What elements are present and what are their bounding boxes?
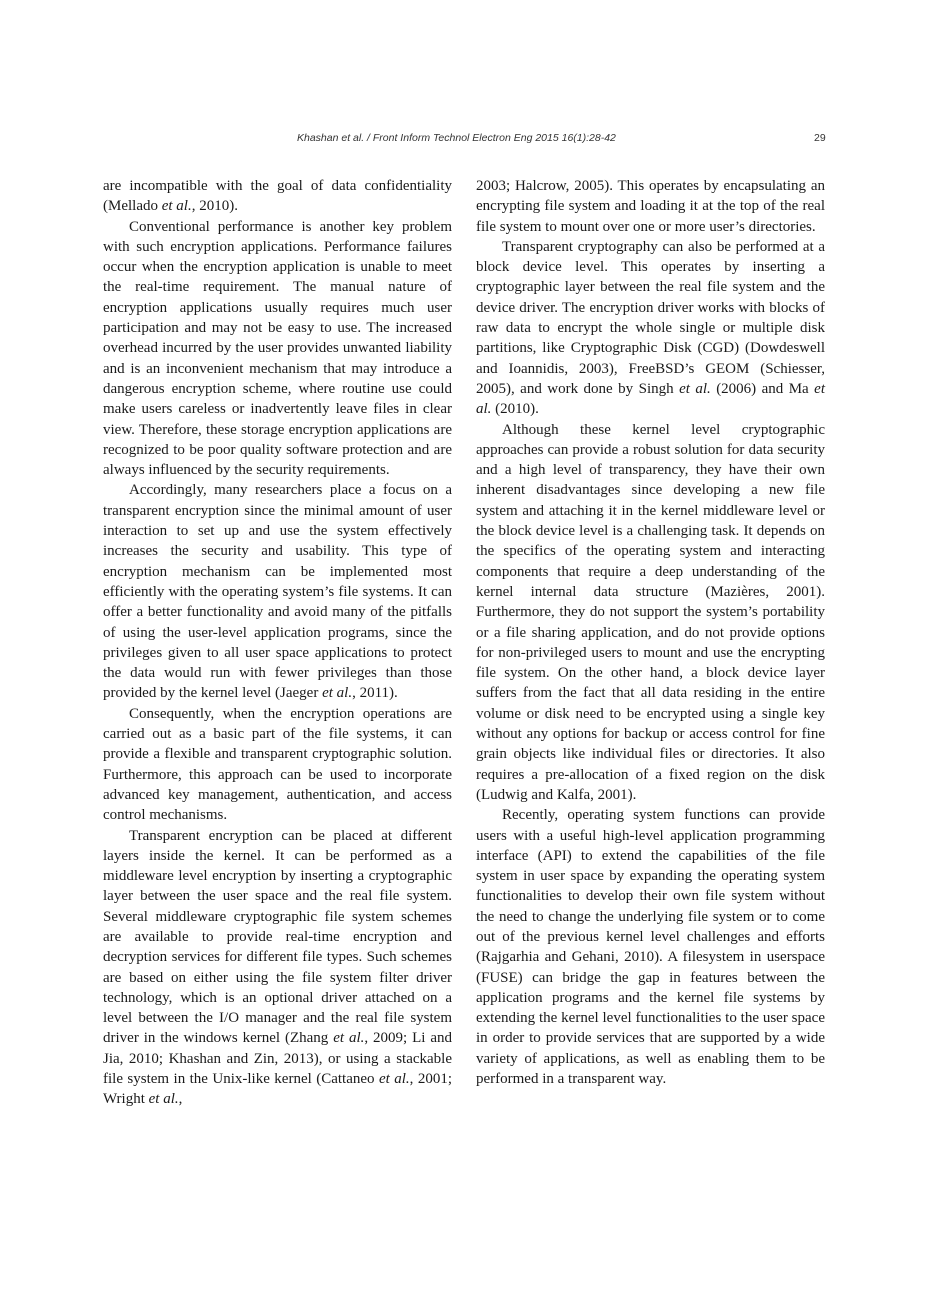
- body-paragraph: [476, 176, 825, 237]
- italic-text: et al.: [148, 1091, 179, 1108]
- text-run: Transparent cryptography can also be performed at a block device level. This operates by inserting a cryptographic layer between the real file system and the device driver. The encryption driver works with blocks of raw data to encrypt the whole single or multiple disk partitions, like Cryptographic Disk (CGD) (Dowdeswell and Ioannidis, 2003), FreeBSD’s GEOM (Schiesser, 2005), and work done by Singh: [476, 238, 825, 397]
- body-paragraph: [103, 480, 452, 703]
- text-run: Consequently, when the encryption operations are carried out as a basic part of the file systems, it can provide a flexible and transparent cryptographic solution. Furthermore, this approach can be used to incorporate advanced key management, authentication, and access control mechanisms.: [103, 705, 452, 824]
- body-paragraph: [476, 420, 825, 806]
- italic-text: et al.: [679, 380, 711, 397]
- text-run: (2010).: [491, 401, 539, 418]
- italic-text: et al.: [161, 198, 192, 215]
- text-run: Recently, operating system functions can provide users with a useful high-level application programming interface (API) to extend the capabilities of the file system in user space by expanding the operating system functionalities to develop their own file system without the need to change the underlying file system or to come out of the previous kernel level challenges and efforts (Rajgarhia and Gehani, 2010). A filesystem in userspace (FUSE) can bridge the gap in features between the application programs and the kernel file systems by extending the kernel level functionalities to the user space in order to provide services that are supported by a wide variety of applications, as well as enabling them to be performed in a transparent way.: [476, 807, 825, 1088]
- text-run: , 2009; Li and Jia, 2010; Khashan and Zin, 2013), or using a stackable file system in the Unix-like kernel (Cattaneo: [103, 1030, 452, 1088]
- text-run: 2003; Halcrow, 2005). This operates by encapsulating an encrypting file system and loading it at the top of the real file system to mount over one or more user’s directories.: [476, 178, 825, 235]
- text-run: , 2011).: [352, 685, 398, 702]
- body-paragraph: [103, 176, 452, 217]
- text-run: Conventional performance is another key problem with such encryption applications. Performance failures occur when the encryption application is unable to meet the real-time requirement. The manual nature of encryption applications usually requires much user participation and may not be easy to use. The increased overhead incurred by the user provides unwanted liability and is an inconvenient mechanism that may introduce a dangerous encryption scheme, where routine use could make users careless or inadvertently leave files in clear view. Therefore, these storage encryption applications are recognized to be poor quality software protection and are always influenced by the security requirements.: [103, 218, 452, 479]
- text-run: Although these kernel level cryptographic approaches can provide a robust solution for data security and a high level of transparency, they have their own inherent disadvantages since developing a new file system and attaching it in the kernel middleware level or the block device level is a challenging task. It depends on the specifics of the operating system and interacting components that require a deep understanding of the kernel internal data structure (Mazières, 2001). Furthermore, they do not support the system’s portability or a file sharing application, and do not provide options for non-privileged users to mount and use the encrypting file system. On the other hand, a block device layer suffers from the fact that all data residing in the entire volume or disk need to be encrypted using a single key without any options for backup or access control for fine grain objects like individual files or directories. It also requires a pre-allocation of a fixed region on the disk (Ludwig and Kalfa, 2001).: [476, 421, 825, 803]
- body-paragraph: [103, 704, 452, 826]
- italic-text: et al.: [476, 380, 825, 418]
- text-run: Accordingly, many researchers place a focus on a transparent encryption since the minimal amount of user interaction to set up and use the system effectively increases the security and usability. This type of encryption mechanism can be implemented most efficiently with the operating system’s file systems. It can offer a better functionality and avoid many of the pitfalls of using the user-level application programs, since the privileges given to all user space applications to protect the data would run with fewer privileges than those provided by the kernel level (Jaeger: [103, 482, 452, 702]
- body-paragraph: [103, 826, 452, 1110]
- running-header: Khashan et al. / Front Inform Technol Electron Eng 2015 16(1):28-42: [297, 132, 616, 144]
- left-column: [103, 176, 452, 1110]
- text-run: (2006) and Ma: [710, 380, 815, 397]
- text-run: ,: [178, 1091, 183, 1108]
- page-number: 29: [814, 132, 826, 144]
- text-run: Transparent encryption can be placed at different layers inside the kernel. It can be performed as a middleware level encryption by inserting a cryptographic layer between the user space and the real file system. Several middleware cryptographic file system schemes are available to provide real-time encryption and decryption services for different file types. Such schemes are based on either using the file system filter driver technology, which is an optional driver attached on a level between the I/O manager and the real file system driver in the windows kernel (Zhang: [103, 827, 452, 1047]
- italic-text: et al.: [378, 1071, 410, 1088]
- text-run: , 2010).: [191, 198, 238, 215]
- text-run: are incompatible with the goal of data confidentiality (Mellado: [103, 178, 452, 215]
- italic-text: et al.: [322, 685, 353, 702]
- right-column: [476, 176, 825, 1089]
- body-paragraph: [476, 805, 825, 1089]
- text-run: , 2001; Wright: [103, 1071, 453, 1108]
- body-paragraph: [103, 217, 452, 481]
- italic-text: et al.: [333, 1030, 365, 1047]
- body-paragraph: [476, 237, 825, 420]
